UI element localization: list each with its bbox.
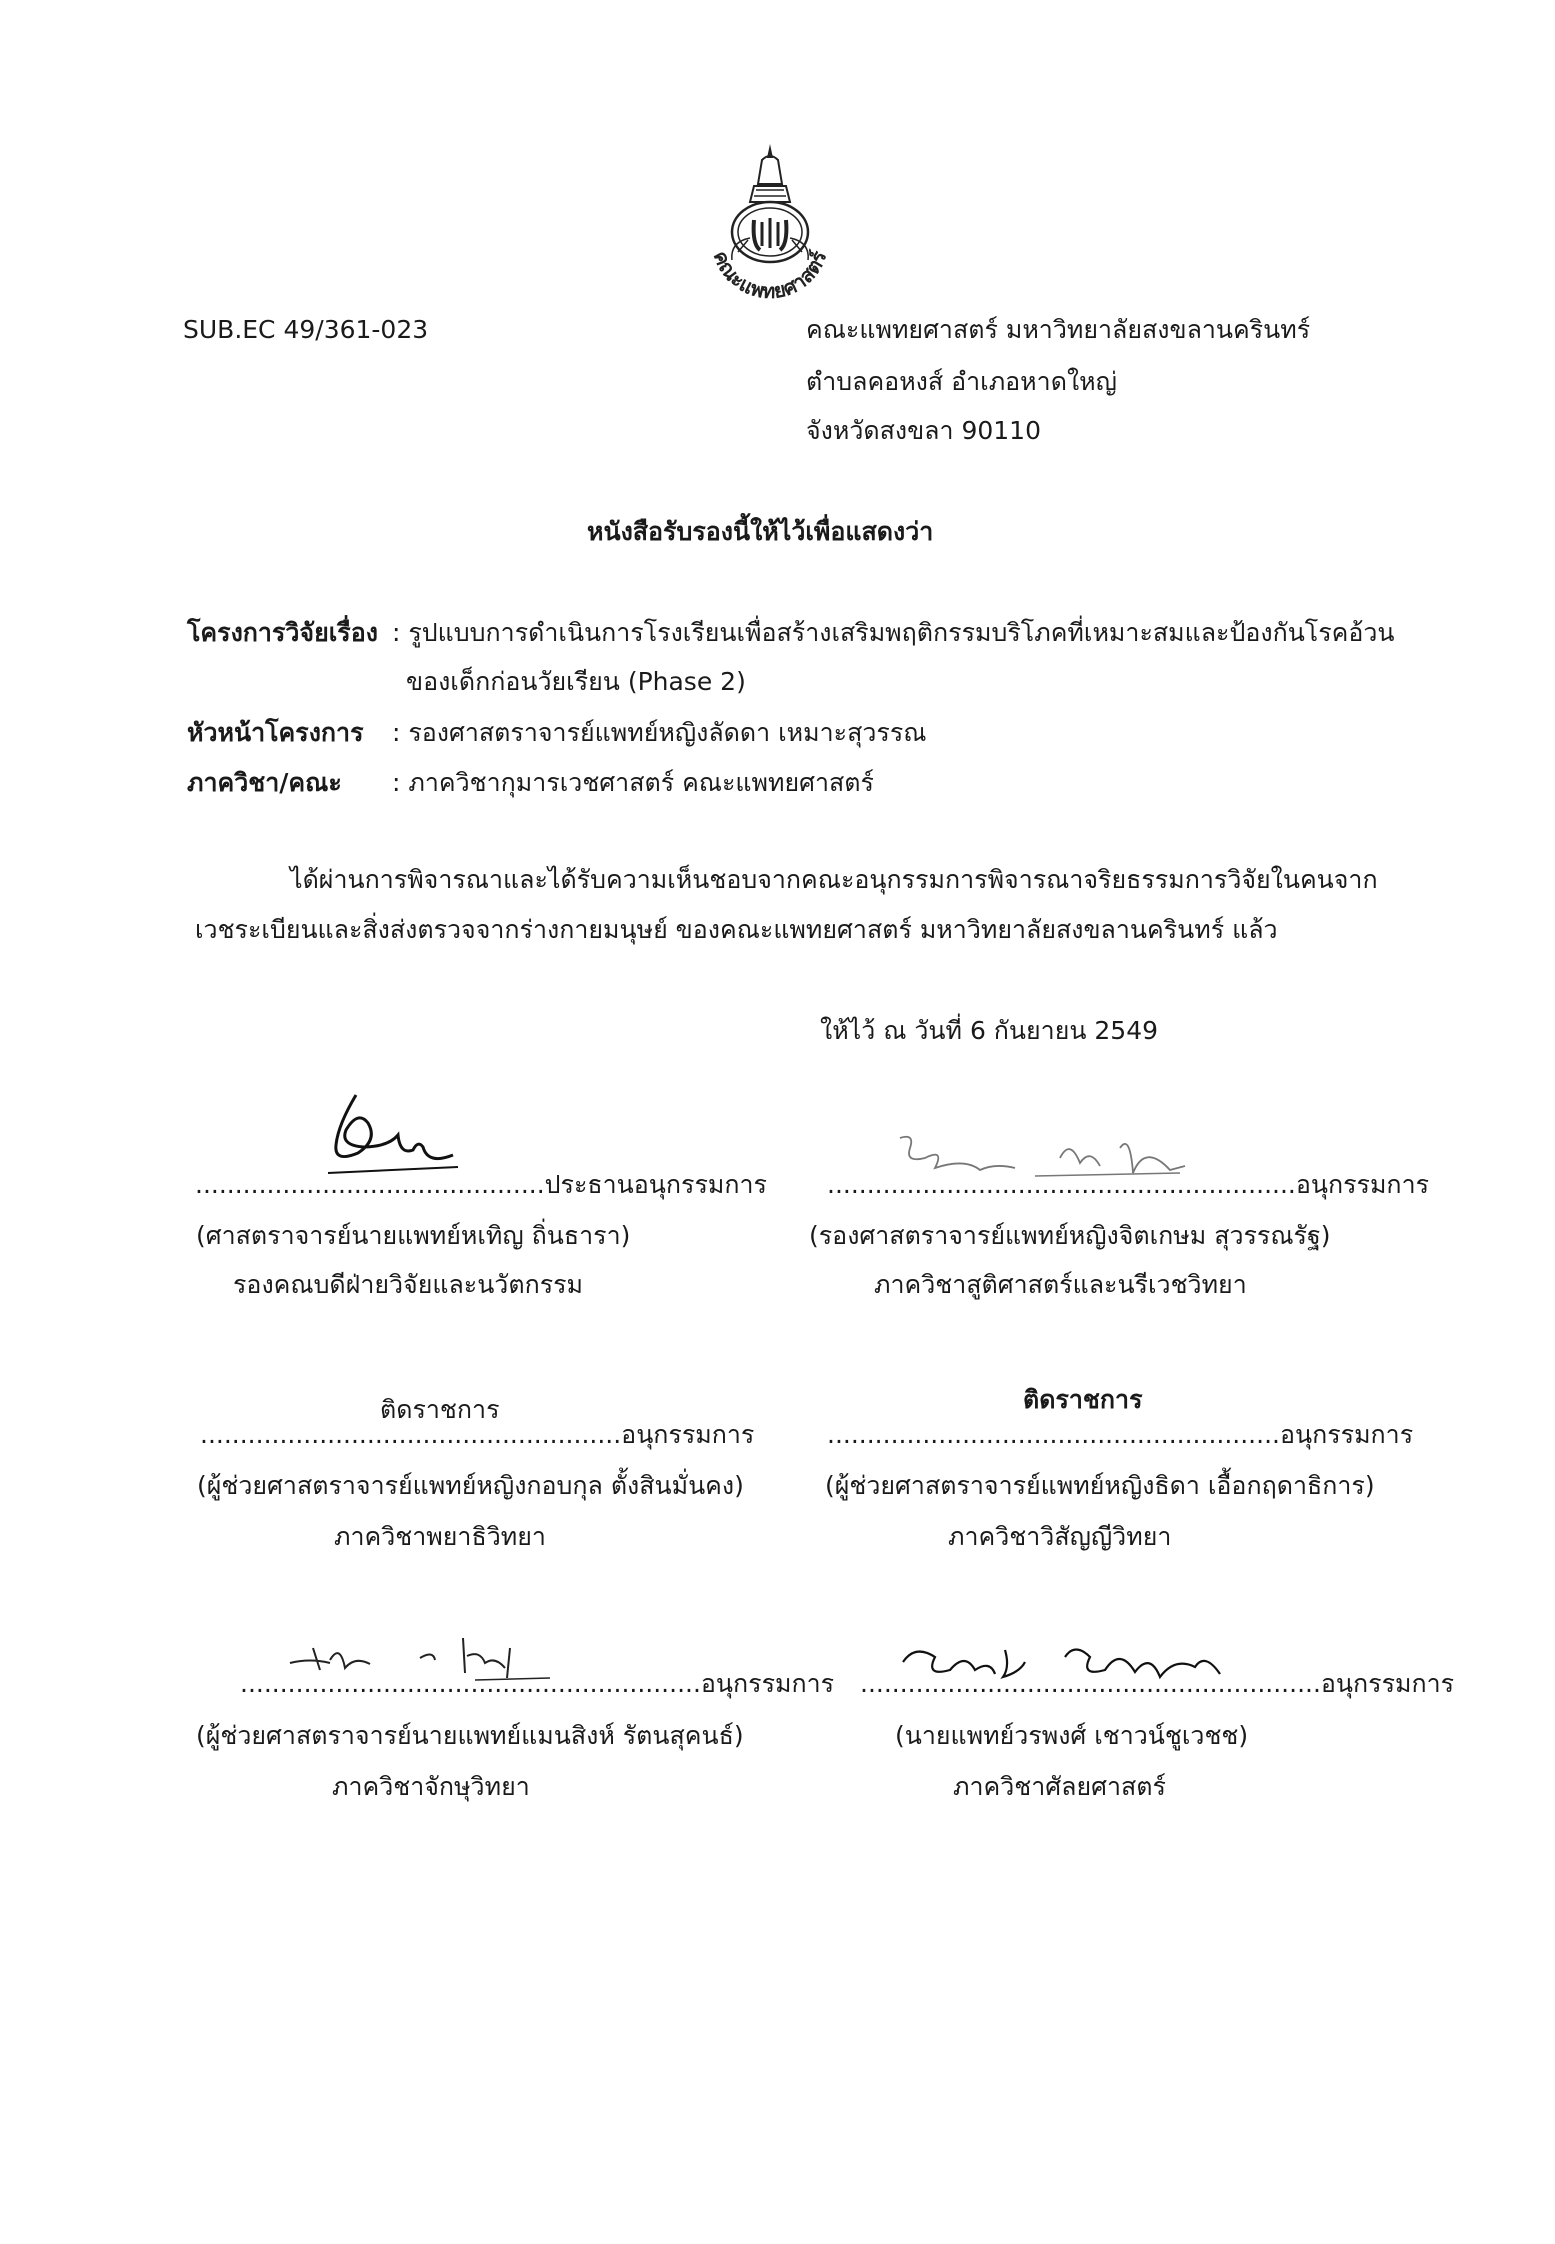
department-value: : ภาควิชากุมารเวชศาสตร์ คณะแพทยศาสตร์ — [392, 768, 874, 797]
project-head-label: หัวหน้าโครงการ — [187, 718, 364, 747]
project-label: โครงการวิจัยเรื่อง — [187, 618, 378, 647]
reference-number: SUB.EC 49/361-023 — [183, 315, 429, 344]
signature-5-name: (ผู้ช่วยศาสตราจารย์นายแพทย์แมนสิงห์ รัตนสุคนธ์) — [196, 1721, 744, 1750]
signature-3-status: ติดราชการ — [380, 1395, 500, 1424]
signature-2-position: ภาควิชาสูติศาสตร์และนรีเวชวิทยา — [874, 1270, 1247, 1299]
signature-1-name: (ศาสตราจารย์นายแพทย์หเทิญ ถิ่นธารา) — [196, 1221, 631, 1250]
signature-3-name: (ผู้ช่วยศาสตราจารย์แพทย์หญิงกอบกุล ตั้งสินมั่นคง) — [197, 1471, 744, 1500]
signature-6-dots: ..........................................................อนุกรรมการ — [860, 1669, 1455, 1698]
faculty-seal-logo — [690, 140, 850, 305]
address-line-1: คณะแพทยศาสตร์ มหาวิทยาลัยสงขลานครินทร์ — [806, 315, 1311, 344]
signature-4-position: ภาควิชาวิสัญญีวิทยา — [948, 1522, 1172, 1551]
department-label: ภาควิชา/คณะ — [187, 768, 342, 797]
issue-date: ให้ไว้ ณ วันที่ 6 กันยายน 2549 — [820, 1016, 1159, 1045]
signature-5-dots: ..........................................................อนุกรรมการ — [240, 1669, 835, 1698]
signature-3-position: ภาควิชาพยาธิวิทยา — [334, 1522, 546, 1551]
project-title-line-2: ของเด็กก่อนวัยเรียน (Phase 2) — [406, 667, 746, 696]
project-title-line-1: : รูปแบบการดำเนินการโรงเรียนเพื่อสร้างเสริมพฤติกรรมบริโภคที่เหมาะสมและป้องกันโรคอ้วน — [392, 618, 1395, 647]
body-line-2: เวชระเบียนและสิ่งส่งตรวจจากร่างกายมนุษย์ ของคณะแพทยศาสตร์ มหาวิทยาลัยสงขลานครินทร์ แล้ว — [195, 915, 1278, 944]
project-head-value: : รองศาสตราจารย์แพทย์หญิงลัดดา เหมาะสุวรรณ — [392, 718, 927, 747]
signature-4-status: ติดราชการ — [1023, 1385, 1143, 1414]
certificate-heading: หนังสือรับรองนี้ให้ไว้เพื่อแสดงว่า — [587, 517, 934, 546]
signature-1-dots: ............................................ประธานอนุกรรมการ — [195, 1170, 767, 1199]
signature-2-name: (รองศาสตราจารย์แพทย์หญิงจิตเกษม สุวรรณรัฐ) — [809, 1221, 1331, 1250]
signature-4-dots: .........................................................อนุกรรมการ — [827, 1420, 1414, 1449]
address-line-3: จังหวัดสงขลา 90110 — [806, 416, 1041, 445]
body-line-1: ได้ผ่านการพิจารณาและได้รับความเห็นชอบจากคณะอนุกรรมการพิจารณาจริยธรรมการวิจัยในคนจาก — [290, 865, 1378, 894]
signature-6-name: (นายแพทย์วรพงศ์ เชาวน์ชูเวชช) — [895, 1721, 1249, 1750]
signature-2-dots: ...........................................................อนุกรรมการ — [827, 1170, 1430, 1199]
seal-text: คณะแพทยศาสตร์ — [708, 247, 832, 304]
signature-5-position: ภาควิชาจักษุวิทยา — [332, 1772, 530, 1801]
signature-3-dots: .....................................................อนุกรรมการ — [200, 1420, 755, 1449]
signature-6-position: ภาควิชาศัลยศาสตร์ — [953, 1772, 1166, 1801]
signature-1-position: รองคณบดีฝ่ายวิจัยและนวัตกรรม — [233, 1270, 584, 1299]
signature-4-name: (ผู้ช่วยศาสตราจารย์แพทย์หญิงธิดา เอื้อกฤดาธิการ) — [825, 1471, 1375, 1500]
address-line-2: ตำบลคอหงส์ อำเภอหาดใหญ่ — [806, 367, 1117, 396]
